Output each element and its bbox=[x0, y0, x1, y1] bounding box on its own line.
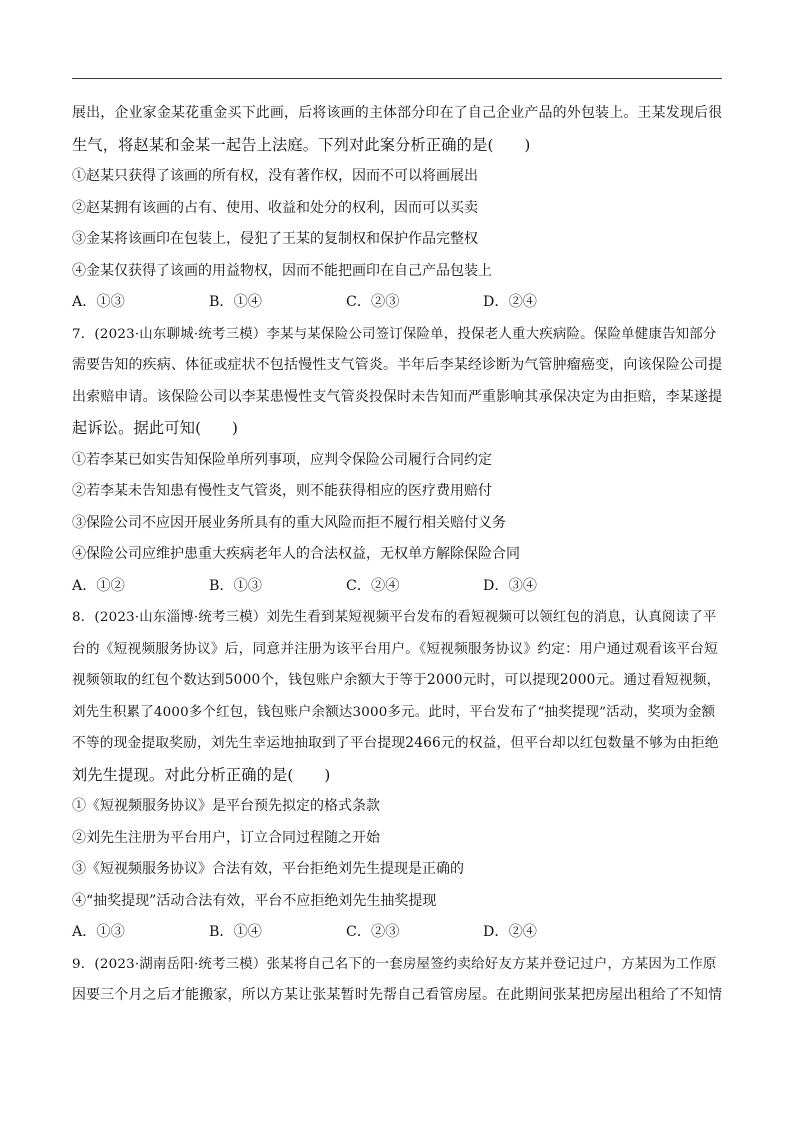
choice-c: C．②④ bbox=[346, 577, 400, 594]
answer-choices bbox=[72, 917, 722, 949]
choice-a: A．①③ bbox=[72, 294, 125, 310]
statement-option: ④保险公司应维护患重大疾病老年人的合法权益，无权单方解除保险合同 bbox=[72, 546, 520, 562]
statement-option: ②刘先生注册为平台用户，订立合同过程随之开始 bbox=[72, 829, 380, 846]
question-text-line: 台的《短视频服务协议》后，同意并注册为该平台用户。《短视频服务协议》约定：用户通过观看该平台短 bbox=[72, 640, 718, 657]
statement-option: ④“抽奖提现”活动合法有效，平台不应拒绝刘先生抽奖提现 bbox=[72, 892, 437, 909]
answer-choices bbox=[72, 571, 722, 603]
statement-option: ②赵某拥有该画的占有、使用、收益和处分的权利，因而可以买卖 bbox=[72, 199, 478, 216]
answer-choices bbox=[72, 287, 722, 319]
question-text-line: 起诉讼。据此可知( ) bbox=[72, 419, 239, 437]
statement-option: ①若李某已如实告知保险单所列事项，应判令保险公司履行合同约定 bbox=[72, 451, 492, 468]
choice-b: B．①③ bbox=[209, 577, 262, 594]
statement-option: ④金某仅获得了该画的用益物权，因而不能把画印在自己产品包装上 bbox=[72, 262, 492, 279]
choice-d: D．③④ bbox=[483, 577, 537, 594]
choice-b: B．①④ bbox=[209, 924, 262, 940]
choice-c: C．②③ bbox=[346, 294, 400, 310]
question-text-line: 展出，企业家金某花重金买下此画，后将该画的主体部分印在了自己企业产品的外包装上。王某发现后很 bbox=[72, 105, 723, 121]
choice-d: D．②④ bbox=[483, 924, 537, 940]
question-text-line: 因要三个月之后才能搬家，所以方某让张某暂时先帮自己看管房屋。在此期间张某把房屋出租给了不知情 bbox=[72, 987, 723, 1003]
question-text-line: 需要告知的疾病、体征或症状不包括慢性支气管炎。半年后李某经诊断为气管肿瘤癌变，向该保险公司提 bbox=[72, 357, 723, 373]
question-text-line: 生气，将赵某和金某一起告上法庭。下列对此案分析正确的是( ) bbox=[72, 135, 531, 154]
question-7 bbox=[72, 319, 722, 603]
question-text-line: 刘先生积累了4000多个红包，钱包账户余额达3000多元。此时，平台发布了“抽奖提现”活动，奖项为金额 bbox=[72, 704, 716, 720]
choice-c: C．②③ bbox=[346, 924, 400, 940]
choice-d: D．②④ bbox=[483, 294, 537, 310]
question-text-line: 出索赔申请。该保险公司以李某患慢性支气管炎投保时未告知而严重影响其承保决定为由拒赔，李某遂提 bbox=[72, 388, 723, 405]
statement-option: ③金某将该画印在包装上，侵犯了王某的复制权和保护作品完整权 bbox=[72, 231, 478, 247]
question-text-line: 7．(2023·山东聊城·统考三模）李某与某保险公司签订保险单，投保老人重大疾病险。保险单健康告知部分 bbox=[72, 326, 717, 342]
question-6-continuation bbox=[72, 98, 722, 319]
choice-b: B．①④ bbox=[209, 294, 262, 310]
question-text-line: 视频领取的红包个数达到5000个，钱包账户余额大于等于2000元时，可以提现2000元。通过看短视频， bbox=[72, 672, 721, 688]
question-text-line: 刘先生提现。对此分析正确的是( ) bbox=[72, 765, 331, 784]
question-text-line: 不等的现金提取奖励，刘先生幸运地抽取到了平台提现2466元的权益，但平台却以红包数量不够为由拒绝 bbox=[72, 735, 719, 751]
question-8 bbox=[72, 602, 722, 949]
statement-option: ①《短视频服务协议》是平台预先拟定的格式条款 bbox=[72, 798, 380, 814]
question-text-line: 8．(2023·山东淄博·统考三模）刘先生看到某短视频平台发布的看短视频可以领红包的消息，认真阅读了平 bbox=[72, 610, 717, 625]
statement-option: ③《短视频服务协议》合法有效，平台拒绝刘先生提现是正确的 bbox=[72, 861, 464, 877]
statement-option: ②若李某未告知患有慢性支气管炎，则不能获得相应的医疗费用赔付 bbox=[72, 483, 492, 499]
header-rule bbox=[72, 78, 722, 79]
statement-option: ③保险公司不应因开展业务所具有的重大风险而拒不履行相关赔付义务 bbox=[72, 514, 506, 531]
statement-option: ①赵某只获得了该画的所有权，没有著作权，因而不可以将画展出 bbox=[72, 168, 478, 184]
choice-a: A．①② bbox=[72, 577, 125, 594]
question-9 bbox=[72, 949, 722, 1012]
choice-a: A．①③ bbox=[72, 924, 125, 940]
question-text-line: 9．(2023·湖南岳阳·统考三模）张某将自己名下的一套房屋签约卖给好友方某并登记过户，方某因为工作原 bbox=[72, 956, 717, 972]
question-content bbox=[72, 98, 722, 1012]
